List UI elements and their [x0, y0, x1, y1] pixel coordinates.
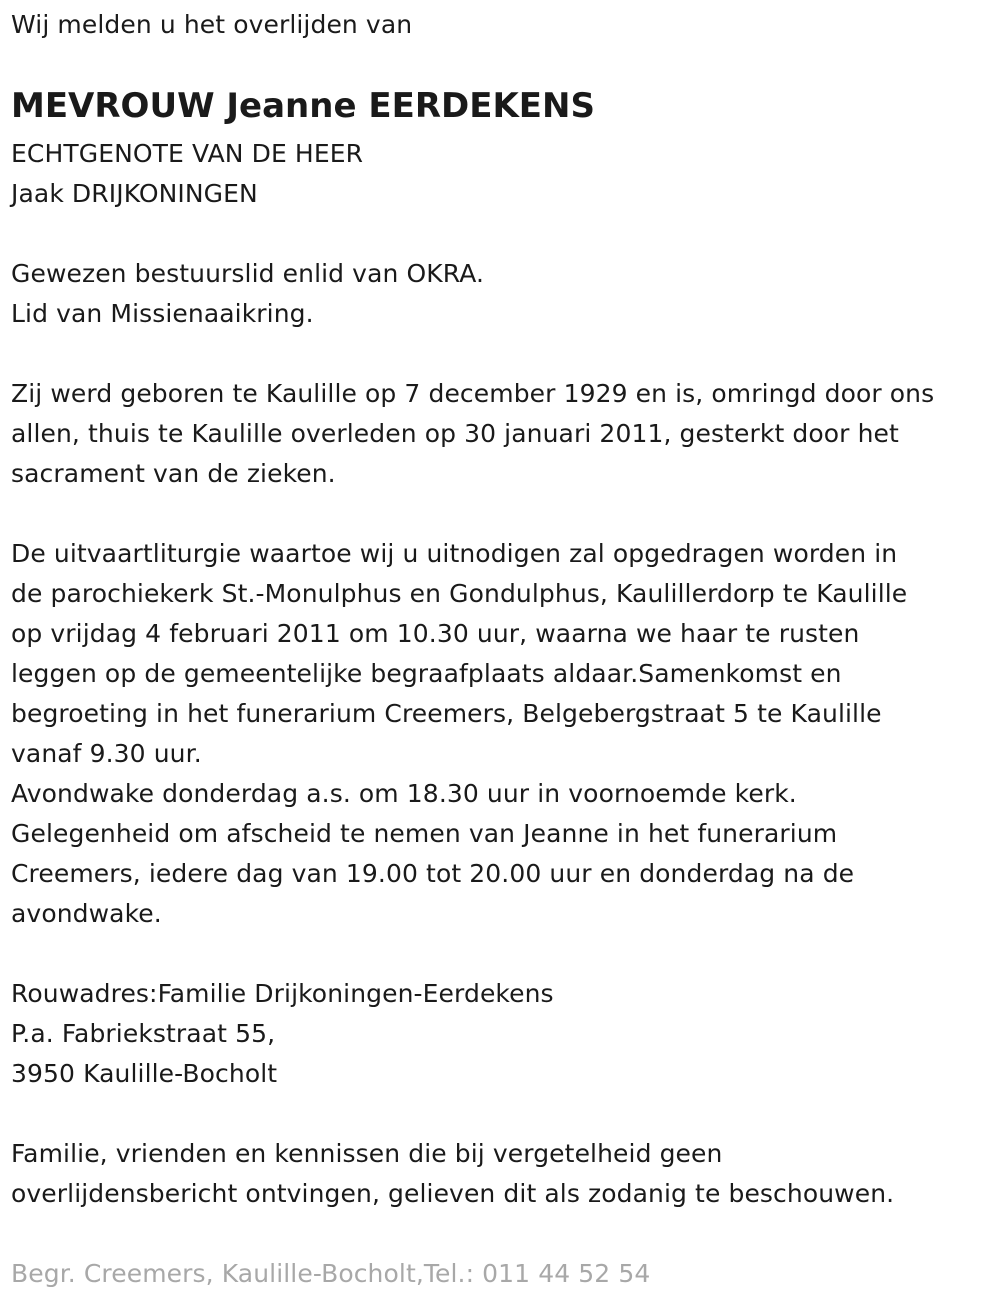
role-line: Lid van Missienaaikring. [11, 299, 314, 328]
spouse-title: ECHTGENOTE VAN DE HEER [11, 139, 364, 168]
ceremony-line: vanaf 9.30 uur. [11, 739, 202, 768]
closing-line: Familie, vrienden en kennissen die bij vergetelheid geen [11, 1139, 723, 1168]
address-line: 3950 Kaulille-Bocholt [11, 1059, 278, 1088]
birth-death-line: allen, thuis te Kaulille overleden op 30 januari 2011, gesterkt door het [11, 419, 899, 448]
birth-death-line: Zij werd geboren te Kaulille op 7 december 1929 en is, omringd door ons [11, 379, 935, 408]
ceremony-line: leggen op de gemeentelijke begraafplaats aldaar.Samenkomst en [11, 659, 842, 688]
birth-death-line: sacrament van de zieken. [11, 459, 336, 488]
visitation-line: Gelegenheid om afscheid te nemen van Jeanne in het funerarium [11, 819, 838, 848]
wake-line: Avondwake donderdag a.s. om 18.30 uur in voornoemde kerk. [11, 779, 797, 808]
ceremony-line: de parochiekerk St.-Monulphus en Gondulphus, Kaulillerdorp te Kaulille [11, 579, 908, 608]
visitation-line: Creemers, iedere dag van 19.00 tot 20.00 uur en donderdag na de [11, 859, 855, 888]
closing-line: overlijdensbericht ontvingen, gelieven dit als zodanig te beschouwen. [11, 1179, 895, 1208]
intro-text: Wij melden u het overlijden van [11, 10, 413, 39]
role-line: Gewezen bestuurslid enlid van OKRA. [11, 259, 485, 288]
ceremony-line: De uitvaartliturgie waartoe wij u uitnodigen zal opgedragen worden in [11, 539, 898, 568]
spouse-name: Jaak DRIJKONINGEN [11, 179, 258, 208]
address-line: Rouwadres:Familie Drijkoningen-Eerdekens [11, 979, 554, 1008]
address-line: P.a. Fabriekstraat 55, [11, 1019, 276, 1048]
ceremony-line: op vrijdag 4 februari 2011 om 10.30 uur, waarna we haar te rusten [11, 619, 860, 648]
funeral-home-footer: Begr. Creemers, Kaulille-Bocholt,Tel.: 011 44 52 54 [11, 1259, 651, 1288]
visitation-line: avondwake. [11, 899, 162, 928]
ceremony-line: begroeting in het funerarium Creemers, Belgebergstraat 5 te Kaulille [11, 699, 882, 728]
deceased-name: MEVROUW Jeanne EERDEKENS [11, 86, 595, 126]
